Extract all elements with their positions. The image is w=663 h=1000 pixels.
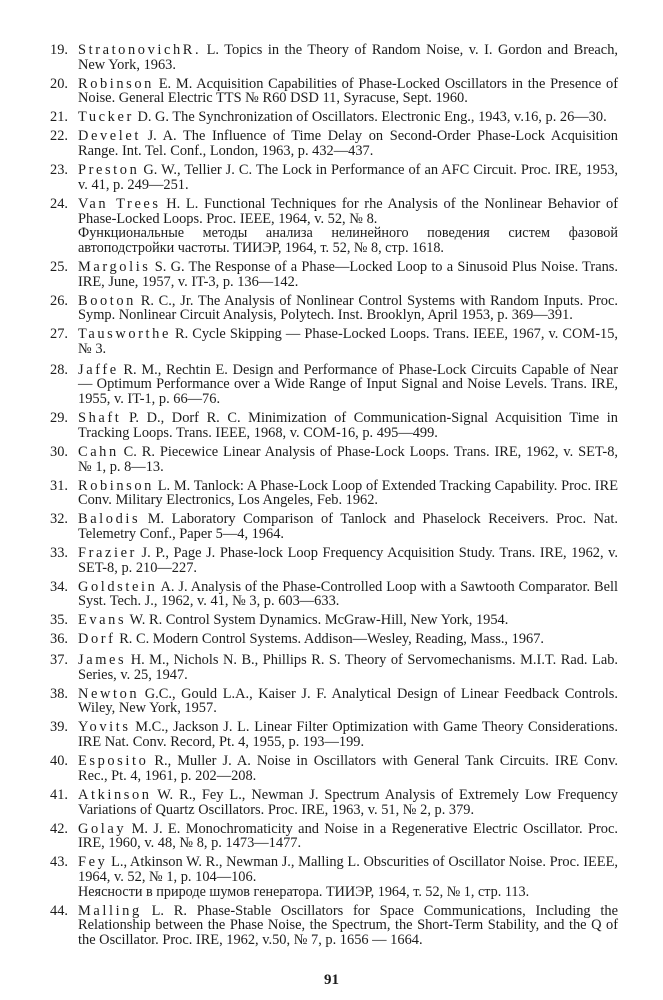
reference-list: [50, 43, 618, 952]
reference-text: H. M., Nichols N. B., Phillips R. S. Theory of Servomechanisms. M.I.T. Rad. Lab. Series, v. 25, 1947.: [78, 652, 618, 683]
reference-text: R. C. Modern Control Systems. Addison—Wesley, Reading, Mass., 1967.: [119, 631, 545, 648]
reference-entry: [50, 788, 618, 817]
reference-number: 25.: [50, 258, 68, 275]
reference-number: 21.: [50, 109, 68, 126]
reference-author: Newton: [78, 685, 140, 702]
reference-number: 30.: [50, 443, 68, 460]
reference-text: R. Cycle Skipping — Phase-Locked Loops. Trans. IEEE, 1967, v. COM-15, № 3.: [78, 326, 618, 358]
reference-entry: [50, 260, 618, 289]
reference-text: H. L. Functional Techniques for rhe Analysis of the Nonlinear Behavior of Phase-Locked Loops. Proc. IEEE, 1964, v. 52, № 8.: [78, 195, 618, 227]
reference-entry: [50, 77, 618, 106]
reference-entry: [50, 687, 618, 716]
reference-author: Evans: [78, 612, 127, 629]
reference-author: Esposito: [78, 753, 149, 770]
reference-number: 41.: [50, 786, 68, 803]
reference-text: A. J. Analysis of the Phase-Controlled Loop with a Sawtooth Comparator. Bell Syst. Tech. J., 1962, v. 41, № 3, p. 603—633.: [78, 578, 618, 610]
reference-text: J. A. The Influence of Time Delay on Second-Order Phase-Lock Acquisition Range. Int. Tel. Conf., London, 1963, p. 432—437.: [78, 128, 618, 160]
reference-number: 44.: [50, 902, 68, 919]
reference-number: 42.: [50, 820, 68, 837]
reference-author: Tausworthe: [78, 326, 171, 343]
reference-author: StratonovichR.: [78, 42, 202, 58]
reference-text: M. J. E. Monochromaticity and Noise in a Regenerative Electric Oscillator. Proc. IRE, 1960, v. 48, № 8, p. 1473—1477.: [78, 820, 618, 852]
reference-text: R., Muller J. A. Noise in Oscillators with General Tank Circuits. IRE Conv. Rec., Pt. 4, 1961, p. 202—208.: [78, 753, 618, 784]
reference-number: 27.: [50, 326, 68, 343]
reference-author: Cahn: [78, 443, 119, 460]
reference-author: Goldstein: [78, 578, 158, 595]
reference-number: 33.: [50, 544, 68, 561]
reference-text: L. M. Tanlock: A Phase-Lock Loop of Extended Tracking Capability. Proc. IRE Conv. Military Electronics, Los Angeles, Feb. 1962.: [78, 477, 618, 509]
reference-number: 38.: [50, 685, 68, 702]
reference-text: L. R. Phase-Stable Oscillators for Space Communications, Including the Relationship between the Phase Noise, the Spectrum, the Short-Term Stability, and the Q of the Oscillator. Proc. IRE, 1962, v.50, № 7, p. 1656 — 1664.: [78, 902, 618, 949]
reference-entry: [50, 512, 618, 541]
reference-number: 39.: [50, 719, 68, 736]
reference-entry: [50, 363, 618, 407]
reference-text: W. R. Control System Dynamics. McGraw-Hill, New York, 1954.: [129, 612, 509, 629]
reference-entry: [50, 43, 618, 72]
reference-author: Robinson: [78, 75, 154, 92]
reference-text: M.C., Jackson J. L. Linear Filter Optimization with Game Theory Considerations. IRE Nat. Conv. Record, Pt. 4, 1955, p. 193—199.: [78, 719, 618, 751]
reference-entry: [50, 163, 618, 192]
reference-text: E. M. Acquisition Capabilities of Phase-Locked Oscillators in the Presence of Noise. General Electric TTS № R60 DSD 11, Syracuse, Sept. 1960.: [78, 75, 618, 107]
reference-entry: [50, 580, 618, 609]
reference-translation: Функциональные методы анализа нелинейного поведения систем фазовой автоподстройки частоты. ТИИЭР, 1964, т. 52, № 8, стр. 1618.: [78, 225, 618, 256]
reference-number: 34.: [50, 578, 68, 595]
reference-number: 20.: [50, 75, 68, 92]
reference-entry: [50, 613, 618, 628]
reference-author: Fey: [78, 854, 108, 871]
reference-text: R. C., Jr. The Analysis of Nonlinear Control Systems with Random Inputs. Proc. Symp. Nonlinear Circuit Analysis, Polytech. Inst. Brooklyn, April 1953, p. 369—391.: [78, 292, 618, 324]
page-number: 91: [324, 972, 339, 988]
reference-author: Shaft: [78, 410, 122, 427]
reference-text: C. R. Piecewice Linear Analysis of Phase-Lock Loops. Trans. IRE, 1962, v. SET-8, № 1, p. 8—13.: [78, 443, 618, 475]
reference-author: Yovits: [78, 719, 131, 736]
reference-entry: [50, 904, 618, 948]
reference-author: Atkinson: [78, 786, 152, 803]
reference-author: Balodis: [78, 511, 141, 528]
reference-author: Booton: [78, 292, 136, 309]
reference-author: Develet: [78, 128, 141, 145]
reference-number: 36.: [50, 631, 68, 648]
reference-text: M. Laboratory Comparison of Tanlock and Phaselock Receivers. Proc. Nat. Telemetry Conf., Paper 5—4, 1964.: [78, 511, 618, 542]
reference-author: Margolis: [78, 258, 151, 275]
reference-number: 22.: [50, 128, 68, 145]
reference-entry: [50, 720, 618, 749]
reference-number: 26.: [50, 292, 68, 309]
reference-author: Preston: [78, 162, 140, 179]
reference-text: S. G. The Response of a Phase—Locked Loop to a Sinusoid Plus Noise. Trans. IRE, June, 1957, v. IT-3, p. 136—142.: [78, 258, 618, 290]
reference-number: 31.: [50, 477, 68, 494]
reference-text: W. R., Fey L., Newman J. Spectrum Analysis of Extremely Low Frequency Variations of Quartz Oscillators. Proc. IRE, 1963, v. 51, № 2, p. 379.: [78, 786, 618, 818]
reference-author: Tucker: [78, 109, 134, 126]
reference-entry: [50, 632, 618, 647]
reference-entry: [50, 653, 618, 682]
reference-author: Golay: [78, 820, 127, 837]
reference-number: 23.: [50, 162, 68, 179]
reference-text: G.C., Gould L.A., Kaiser J. F. Analytical Design of Linear Feedback Controls. Wiley, New York, 1957.: [78, 685, 618, 717]
reference-number: 43.: [50, 854, 68, 871]
reference-entry: [50, 197, 618, 256]
reference-entry: [50, 855, 618, 899]
reference-text: P. D., Dorf R. C. Minimization of Communication-Signal Acquisition Time in Tracking Loops. Trans. IEEE, 1968, v. COM-16, p. 495—499.: [78, 410, 618, 441]
reference-author: Jaffe: [78, 361, 119, 378]
reference-number: 40.: [50, 753, 68, 770]
reference-number: 32.: [50, 511, 68, 528]
reference-text: G. W., Tellier J. C. The Lock in Performance of an AFC Circuit. Proc. IRE, 1953, v. 41, p. 249—251.: [78, 162, 618, 193]
reference-entry: [50, 129, 618, 158]
reference-number: 29.: [50, 410, 68, 427]
reference-entry: [50, 411, 618, 440]
reference-number: 24.: [50, 195, 68, 212]
reference-text: L. Topics in the Theory of Random Noise, v. I. Gordon and Breach, New York, 1963.: [78, 42, 618, 73]
reference-entry: [50, 110, 618, 125]
reference-entry: [50, 294, 618, 323]
reference-author: James: [78, 652, 127, 669]
reference-author: Robinson: [78, 477, 154, 494]
reference-number: 35.: [50, 612, 68, 629]
reference-number: 19.: [50, 42, 68, 58]
reference-text: R. M., Rechtin E. Design and Performance of Phase-Lock Circuits Capable of Near — Optimum Performance over a Wide Range of Input Signal and Noise Levels. Trans. IRE, 1955, v. IT-1, p. 66—76.: [78, 361, 618, 408]
reference-author: Malling: [78, 902, 142, 919]
reference-entry: [50, 479, 618, 508]
reference-author: Van Trees: [78, 195, 161, 212]
reference-number: 37.: [50, 652, 68, 669]
reference-author: Dorf: [78, 631, 116, 648]
reference-number: 28.: [50, 361, 68, 378]
reference-text: L., Atkinson W. R., Newman J., Malling L. Obscurities of Oscillator Noise. Proc. IEEE, 1964, v. 52, № 1, p. 104—106.: [78, 854, 618, 885]
reference-text: D. G. The Synchronization of Oscillators. Electronic Eng., 1943, v.16, p. 26—30.: [137, 109, 607, 126]
reference-entry: [50, 327, 618, 356]
reference-entry: [50, 445, 618, 474]
reference-text: J. P., Page J. Phase-lock Loop Frequency Acquisition Study. Trans. IRE, 1962, v. SET-8, p. 210—227.: [78, 544, 618, 576]
reference-translation: Неясности в природе шумов генератора. ТИИЭР, 1964, т. 52, № 1, стр. 113.: [78, 883, 530, 900]
reference-entry: [50, 754, 618, 783]
reference-author: Frazier: [78, 544, 137, 561]
reference-entry: [50, 822, 618, 851]
reference-entry: [50, 546, 618, 575]
